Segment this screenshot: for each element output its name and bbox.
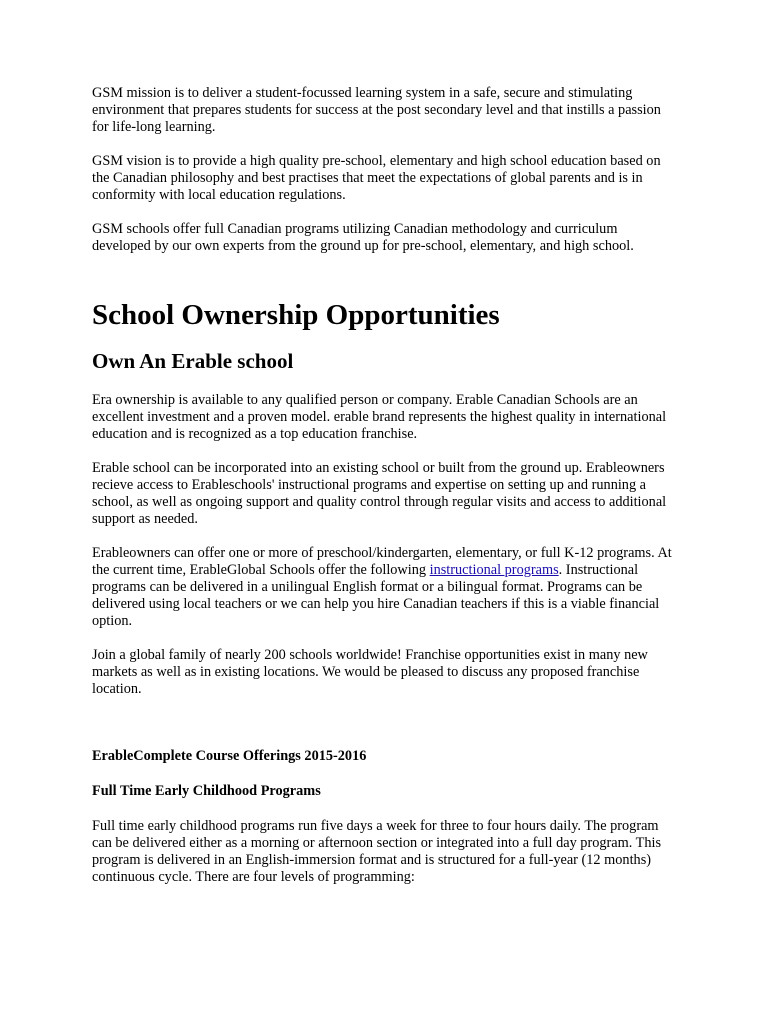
programs-paragraph: GSM schools offer full Canadian programs utilizing Canadian methodology and curriculum developed by our own experts from the ground up for pre-school, elementary, and high school. <box>92 221 634 254</box>
ownership-paragraph-3-end: . Instructional programs can be delivered in a unilingual English format or a bilingual format. Programs can be delivered using local teachers or we can help you hire Canadian teachers if this is a viable financial option. <box>92 562 660 629</box>
course-offerings-heading: ErableComplete Course Offerings 2015-2016 <box>92 748 367 764</box>
mission-paragraph: GSM mission is to deliver a student-focussed learning system in a safe, secure and stimulating environment that prepares students for success at the post secondary level and that instills a passion for life-long learning. <box>92 85 661 135</box>
instructional-programs-link[interactable]: instructional programs <box>429 562 559 578</box>
ownership-paragraph-1: Era ownership is available to any qualified person or company. Erable Canadian Schools are an excellent investment and a proven model. erable brand represents the highest quality in international education and is recognized as a top education franchise. <box>92 392 667 442</box>
own-erable-subheading: Own An Erable school <box>92 349 294 373</box>
vision-paragraph: GSM vision is to provide a high quality pre-school, elementary and high school education based on the Canadian philosophy and best practises that meet the expectations of global parents and is in conformity with local education regulations. <box>92 153 661 203</box>
ownership-paragraph-3 <box>92 545 676 630</box>
ownership-paragraph-3-start: Erableowners can offer one or more of preschool/kindergarten, elementary, or full K-12 programs. At the current time, ErableGlobal Schools offer the following <box>92 545 672 578</box>
ownership-paragraph-4: Join a global family of nearly 200 schools worldwide! Franchise opportunities exist in many new markets as well as in existing locations. We would be pleased to discuss any proposed franchise location. <box>92 647 648 697</box>
ownership-paragraph-2: Erable school can be incorporated into an existing school or built from the ground up. Erableowners recieve access to Erableschools' instructional programs and expertise on setting up and running a school, as well as ongoing support and quality control through regular visits and access to additional support as needed. <box>92 460 667 527</box>
early-childhood-heading: Full Time Early Childhood Programs <box>92 783 321 799</box>
ownership-heading: School Ownership Opportunities <box>92 299 500 331</box>
early-childhood-paragraph: Full time early childhood programs run five days a week for three to four hours daily. The program can be delivered either as a morning or afternoon section or integrated into a full day program. This program is delivered in an English-immersion format and is structured for a full-year (12 months) continuous cycle. There are four levels of programming: <box>92 818 662 885</box>
